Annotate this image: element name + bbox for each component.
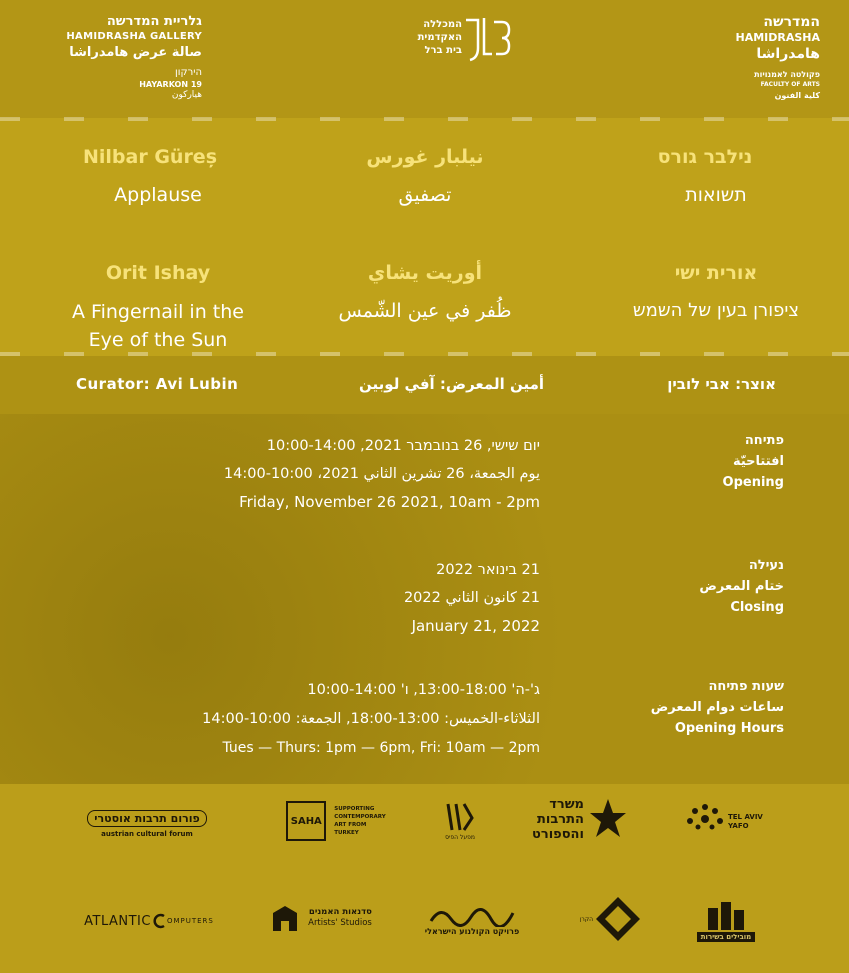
artist2-work-he: ציפורן בעין של השמש: [632, 300, 800, 321]
saha-logo: [276, 796, 396, 846]
ministry-text2: התרבות: [537, 811, 584, 827]
closing-line-he: 21 בינואר 2022: [436, 562, 540, 578]
beit-berl-logo-icon: [462, 14, 512, 64]
faculty-name-en: HAMIDRASHA: [735, 31, 820, 44]
lottery-text: מפעל הפיס: [445, 833, 475, 841]
curator-ar: أمين المعرض: آفي لوبين: [359, 375, 544, 393]
artist1-name-he: נילבר גורס: [657, 146, 753, 168]
faculty-sub-he: פקולטה לאמנויות: [754, 70, 820, 79]
gallery-address-en: 19 HAYARKON: [139, 80, 202, 89]
saha-text4: ART FROM: [334, 822, 367, 828]
municipal-text: מובילים בשירות: [697, 932, 755, 942]
closing-details: [300, 556, 540, 640]
closing-label-en: Closing: [730, 600, 784, 615]
telaviv-yafo-logo: [670, 794, 780, 850]
college-line2: האקדמית: [417, 32, 462, 43]
hours-label-ar: ساعات دوام المعرض: [650, 700, 784, 715]
gallery-street-he: הירקון: [175, 67, 202, 78]
artist1-name-ar: نيلبار غورس: [366, 146, 484, 168]
kolnoa-text: פרויקט הקולנוע הישראלי: [424, 926, 520, 936]
atlantic-c-icon: [151, 913, 167, 929]
film-strip-icon: [593, 894, 643, 944]
closing-label: [640, 555, 784, 618]
hours-label: [600, 676, 784, 739]
opening-label-ar: افتتاحيّة: [732, 454, 784, 469]
artist2-name-he: אורית ישי: [674, 262, 758, 284]
lottery-mark-icon: [442, 800, 478, 834]
artist2-work-en-line1: A Fingernail in the: [72, 301, 244, 323]
curator-en: Curator: Avi Lubin: [76, 375, 239, 393]
municipal-emblem-icon: [704, 898, 748, 932]
hours-label-he: שעות פתיחה: [708, 679, 784, 694]
artist2-name-en: Orit Ishay: [105, 262, 211, 284]
gallery-block: [40, 14, 202, 101]
lottery-arts-logo: [430, 790, 490, 850]
faculty-sub-en: FACULTY OF ARTS: [760, 81, 820, 88]
faculty-sub-ar: كلية الفنون: [774, 91, 820, 100]
artist1-work-ar: تصفيق: [398, 184, 452, 206]
saha-text2: SUPPORTING: [334, 806, 375, 812]
opening-line-en: Friday, November 26 2021, 10am - 2pm: [239, 493, 540, 511]
college-line1: המכללה: [423, 19, 462, 30]
gallery-name-ar: صالة عرض هامدراشا: [69, 45, 202, 60]
opening-label-en: Opening: [722, 475, 784, 490]
closing-line-ar: 21 كانون الثاني 2022: [403, 590, 540, 606]
curator-he: אוצר: אבי לובין: [667, 375, 776, 393]
ministry-culture-logo: [520, 788, 640, 850]
studios-text: [308, 907, 372, 929]
artists-studios-logo: [256, 896, 386, 940]
kolnoa-script-icon: [427, 903, 517, 927]
ministry-text1: משרד: [549, 796, 584, 812]
film-fund-logo: [548, 890, 648, 948]
ministry-star-icon: [588, 797, 628, 841]
municipal-logo: [676, 890, 776, 950]
artist2-work-ar: ظُفر في عين الشّمس: [338, 300, 512, 322]
atlantic-logo: [76, 906, 222, 936]
opening-label-he: פתיחה: [744, 433, 784, 448]
artist1-work-he: תשואות: [685, 184, 747, 206]
saha-text3: CONTEMPORARY: [334, 814, 386, 820]
divider-top: [0, 117, 849, 121]
artist2-work-en: [40, 298, 276, 354]
hours-line-ar: الثلاثاء-الخميس: 13:00-18:00, الجمعة: 10:00-14:00: [202, 711, 540, 727]
austrian-text-he: פורום תרבות אוסטרי: [87, 810, 206, 827]
gallery-street-ar: هياركون: [171, 90, 202, 100]
studios-text-he: סדנאות האמנים: [308, 907, 372, 917]
college-line3: בית ברל: [424, 45, 462, 56]
college-text: [400, 18, 462, 57]
studios-house-icon: [270, 903, 300, 933]
atlantic-text: ATLANTIC: [84, 913, 151, 929]
artist1-name-en: Nilbar Güreș: [82, 146, 218, 168]
closing-label-he: נעילה: [748, 558, 784, 573]
kolnoa-project-logo: [410, 894, 534, 944]
saha-mark: SAHA: [286, 801, 326, 841]
hours-label-en: Opening Hours: [674, 721, 784, 736]
faculty-block: [690, 14, 820, 101]
atlantic-subtext: OMPUTERS: [166, 917, 214, 925]
hours-details: [130, 676, 540, 763]
austrian-text-en: austrian cultural forum: [101, 830, 193, 838]
telaviv-text: TEL AVIV YAFO: [728, 813, 763, 830]
opening-line-he: יום שישי, 26 בנובמבר 2021, 10:00-14:00: [266, 438, 540, 454]
austrian-forum-logo: [80, 802, 214, 846]
artist1-work-en: Applause: [114, 184, 202, 206]
telaviv-emblem-icon: [682, 799, 728, 845]
studios-text-en: Artists' Studios: [308, 918, 372, 928]
opening-line-ar: يوم الجمعة، 26 تشرين الثاني 2021، 10:00-14:00: [223, 466, 540, 482]
closing-line-en: January 21, 2022: [411, 617, 540, 635]
opening-details: [150, 432, 540, 516]
hours-line-en: Tues — Thurs: 1pm — 6pm, Fri: 10am — 2pm: [222, 740, 540, 756]
closing-label-ar: ختام المعرض: [699, 579, 784, 594]
artist2-name-ar: أوريت يشاي: [367, 262, 483, 284]
faculty-name-he: המדרשה: [763, 14, 820, 30]
artist2-work-en-line2: Eye of the Sun: [88, 329, 228, 351]
ministry-text: [532, 797, 584, 842]
saha-text: [334, 805, 385, 837]
opening-label: [640, 430, 784, 493]
ministry-text3: והספורט: [532, 826, 584, 842]
gallery-name-he: גלריית המדרשה: [106, 14, 202, 29]
saha-text5: TURKEY: [334, 830, 359, 836]
faculty-name-ar: هامدراشا: [756, 46, 820, 62]
film-fund-text: הקרן: [579, 915, 593, 923]
gallery-name-en: HAMIDRASHA GALLERY: [66, 31, 202, 42]
hours-line-he: ג'-ה' 13:00-18:00, ו' 10:00-14:00: [307, 682, 540, 698]
